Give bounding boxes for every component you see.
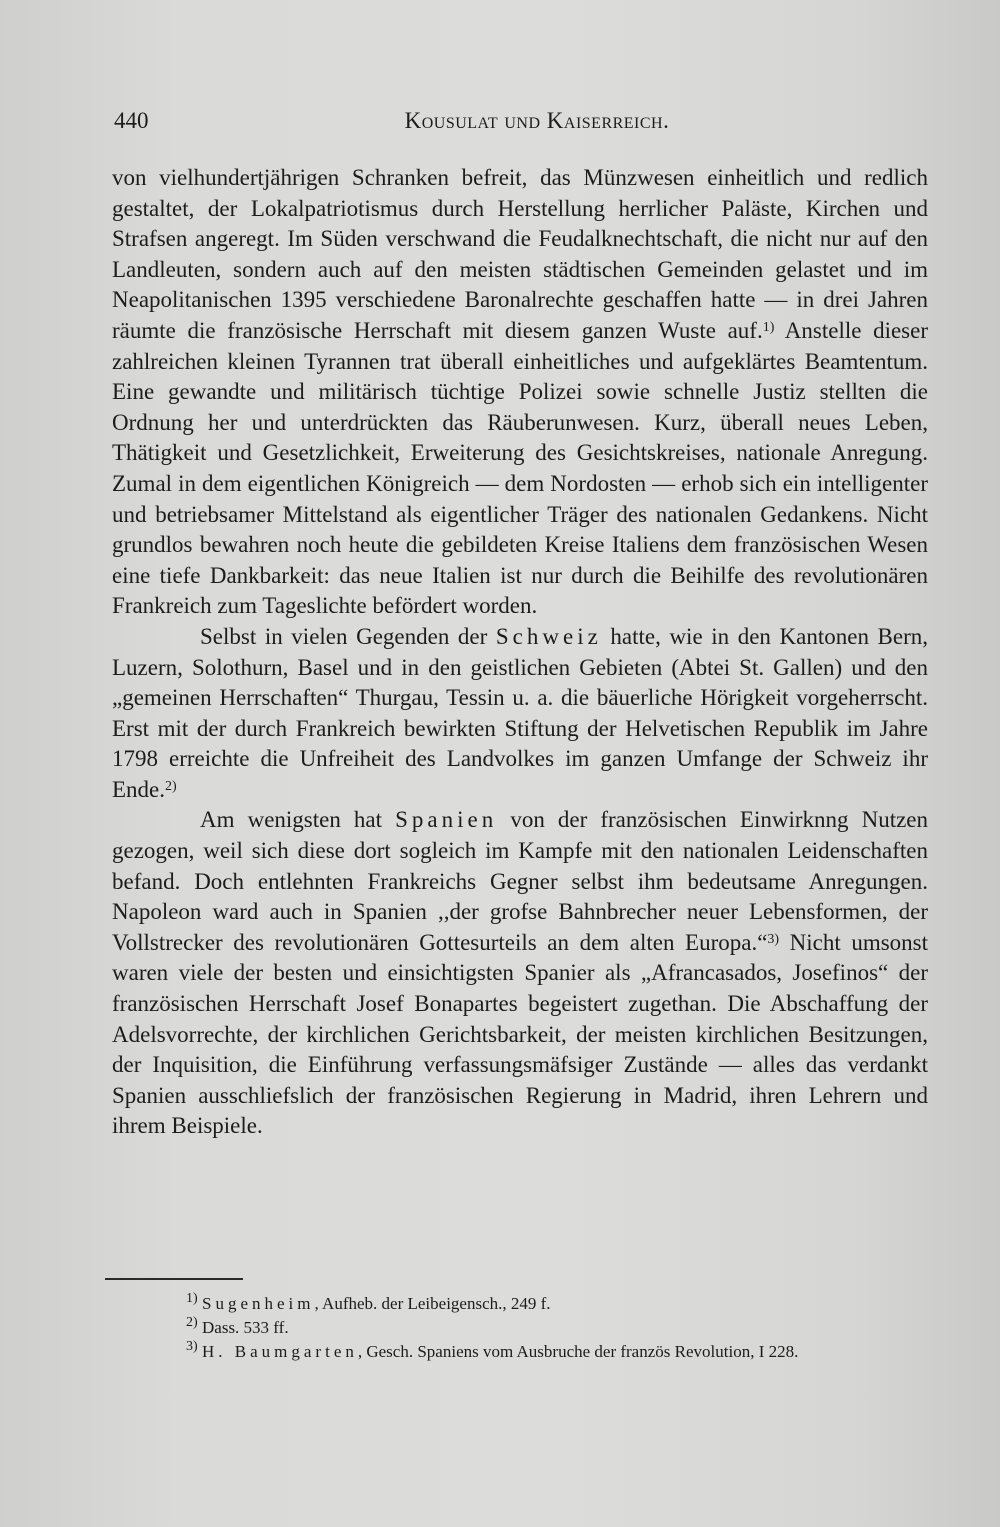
footnote-author: H. Baumgarten	[202, 1342, 358, 1361]
paragraph-1-text-a: von vielhundertjährigen Schranken befreit, das Münzwesen einheitlich und redlich gestaltet, der Lokalpatriotismus durch Herstellung herrlicher Paläste, Kirchen und Strafsen angeregt. Im Süden verschwand die Feudalknechtschaft, die nicht nur auf den Landleuten, sondern auch auf den meisten städtischen Gemeinden gelastet und im Neapolitanischen 1395 verschiedene Baronalrechte geschaffen hatte — in drei Jahren räumte die französische Herrschaft mit diesem ganzen Wuste auf.	[112, 165, 928, 343]
footnote-text: Dass. 533 ff.	[202, 1318, 289, 1337]
footnote-1: $^{1)}$ Sugenheim, Aufheb. der Leibeigensch., 249 f.	[186, 1291, 551, 1313]
main-text	[112, 163, 928, 1142]
footnote-ref-1: 1)	[762, 319, 775, 335]
paragraph-2-text-b: hatte, wie in den Kantonen Bern, Luzern, Solothurn, Basel und in den geistlichen Gebieten (Abtei St. Gallen) und den „gemeinen Herrschaften“ Thurgau, Tessin u. a. die bäuerliche Hörigkeit vorgeherrscht. Erst mit der durch Frankreich bewirkten Stiftung der Helvetischen Republik im Jahre 1798 erreichte die Unfreiheit des Landvolkes im ganzen Umfange der Schweiz ihr Ende.	[112, 623, 928, 802]
paragraph-3-text-c: Nicht umsonst waren viele der besten und einsichtigsten Spanier als „Afrancasados, Josefinos“ der französischen Herrschaft Josef Bonapartes begeistert zugethan. Die Abschaffung der Adelsvorrechte, der kirchlichen Gerichtsbarkeit, der meisten kirchlichen Besitzungen, der Inquisition, die Einführung verfassungsmäfsiger Zustände — alles das verdankt Spanien ausschliefslich der französischen Regierung in Madrid, ihren Lehrern und ihrem Beispiele.	[112, 929, 929, 1139]
footnote-3: $^{3)}$ H. Baumgarten, Gesch. Spaniens vom Ausbruche der französ Revolution, I 228.	[186, 1339, 799, 1361]
paragraph-3-text-b: von der französischen Einwirknng Nutzen gezogen, weil sich diese dort sogleich im Kampfe mit den nationalen Leidenschaften befand. Doch entlehnten Frankreichs Gegner selbst ihm bedeutsame Anregungen. Napoleon ward auch in Spanien ,,der grofse Bahnbrecher neuer Lebensformen, der Vollstrecker des revolutionären Gottesurteils an dem alten Europa.“	[112, 807, 929, 955]
footnote-text: , Gesch. Spaniens vom Ausbruche der französ Revolution, I 228.	[357, 1342, 799, 1361]
paragraph-2	[112, 622, 928, 806]
paragraph-1-text-b: Anstelle dieser zahlreichen kleinen Tyrannen trat überall einheitliches und aufgeklärtes Beamtentum. Eine gewandte und militärisch tüchtige Polizei sowie schnelle Justiz stellten die Ordnung her und unterdrückten das Räuberunwesen. Kurz, überall neues Leben, Thätigkeit und Gesetzlichkeit, Erweiterung des Gesichtskreises, nationale Anregung. Zumal in dem eigentlichen Königreich — dem Nordosten — erhob sich ein intelligenter und betriebsamer Mittelstand als eigentlicher Träger des nationalen Gedankens. Nicht grundlos bewahren noch heute die gebildeten Kreise Italiens dem französischen Wesen eine tiefe Dankbarkeit: das neue Italien ist nur durch die Beihilfe des revolutionären Frankreich zum Tageslichte befördert worden.	[112, 317, 929, 619]
footnote-2: $^{2)}$ Dass. 533 ff.	[186, 1315, 289, 1337]
footnote-ref-2: 2)	[165, 778, 177, 794]
page-header	[114, 108, 920, 142]
paragraph-2-text-a: Selbst in vielen Gegenden der	[200, 623, 496, 649]
paragraph-3-text-a: Am wenigsten hat	[200, 807, 396, 833]
page-number: 440	[114, 108, 149, 133]
paragraph-3	[112, 805, 928, 1142]
spaced-word-spanien: Spanien	[395, 807, 498, 833]
footnote-ref-3: 3)	[767, 931, 780, 947]
running-title: Kousulat und Kaiserreich.	[404, 108, 670, 133]
spaced-word-schweiz: Schweiz	[495, 623, 602, 649]
paragraph-1	[112, 163, 928, 622]
footnote-text: , Aufheb. der Leibeigensch., 249 f.	[314, 1294, 551, 1313]
footnote-author: Sugenheim	[202, 1294, 315, 1313]
footnotes	[186, 1292, 926, 1364]
footnote-divider	[105, 1278, 243, 1280]
